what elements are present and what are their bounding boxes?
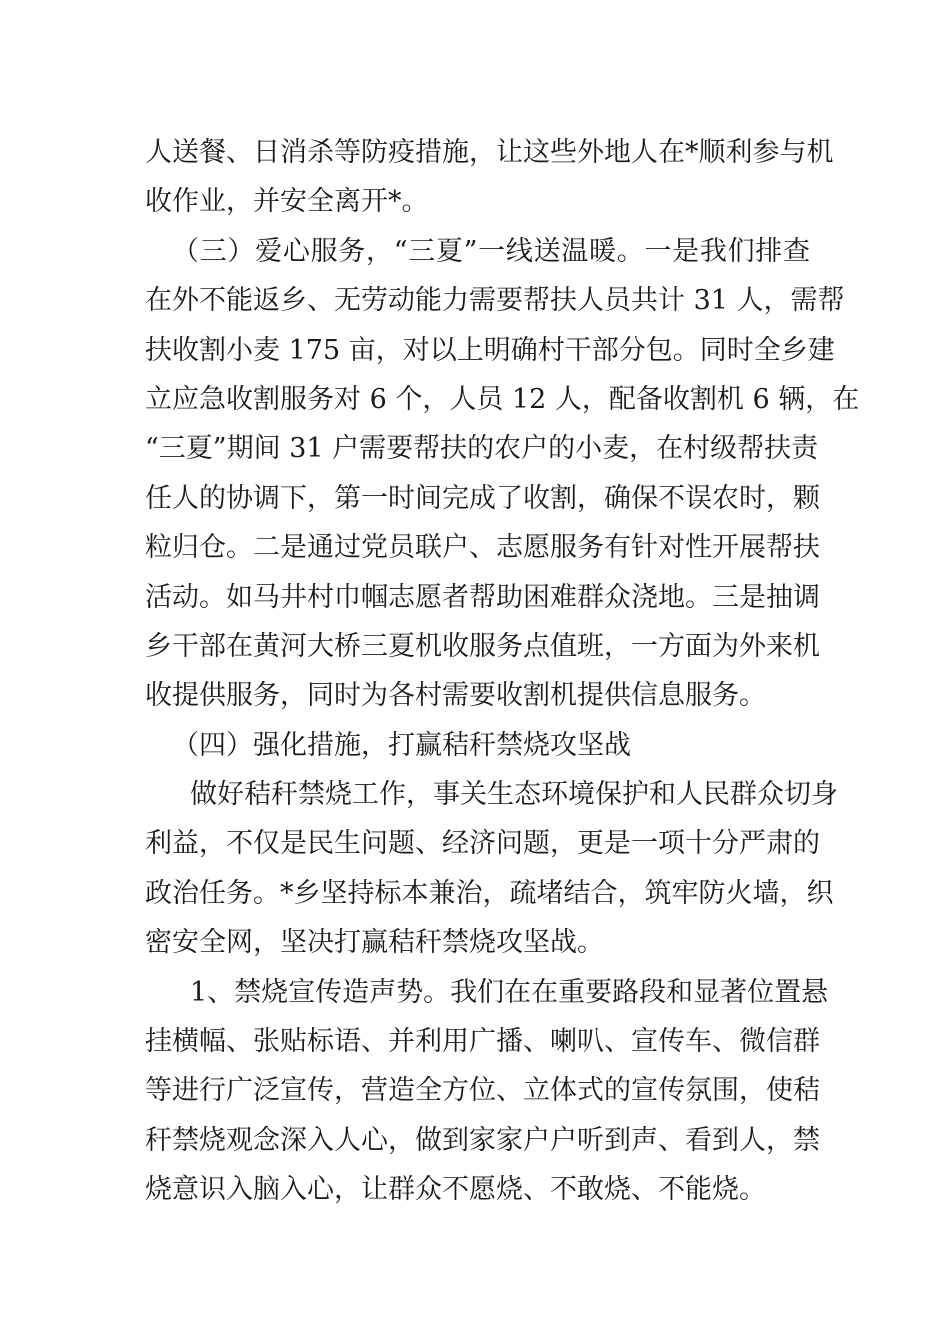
body-text [145, 128, 860, 1215]
text-line: 活动。如马井村巾帼志愿者帮助困难群众浇地。三是抽调 [145, 581, 820, 613]
text-line: 利益，不仅是民生问题、经济问题，更是一项十分严肃的 [145, 828, 820, 860]
text-line: 收作业，并安全离开*。 [145, 186, 429, 218]
text-line: 挂横幅、张贴标语、并利用广播、喇叭、宣传车、微信群 [145, 1026, 820, 1058]
text-line: 粒归仓。二是通过党员联户、志愿服务有针对性开展帮扶 [145, 532, 820, 564]
text-line: 人送餐、日消杀等防疫措施，让这些外地人在*顺利参与机 [145, 137, 834, 168]
text-line: 等进行广泛宣传，营造全方位、立体式的宣传氛围，使秸 [145, 1075, 820, 1107]
text-line: “三夏”期间 31 户需要帮扶的农户的小麦，在村级帮扶责 [145, 433, 819, 465]
text-line: 做好秸秆禁烧工作，事关生态环境保护和人民群众切身 [190, 779, 838, 811]
section-heading-3: （三）爱心服务，“三夏”一线送温暖。一是我们排查 [172, 235, 810, 267]
text-line: 秆禁烧观念深入人心，做到家家户户听到声、看到人，禁 [145, 1124, 820, 1156]
text-line: 乡干部在黄河大桥三夏机收服务点值班，一方面为外来机 [145, 630, 820, 662]
text-line: 政治任务。*乡坚持标本兼治，疏堵结合，筑牢防火墙，织 [145, 877, 834, 909]
text-line: 扶收割小麦 175 亩，对以上明确村干部分包。同时全乡建 [145, 334, 835, 366]
text-line: 立应急收割服务对 6 个，人员 12 人，配备收割机 6 辆，在 [145, 383, 860, 415]
text-line: 烧意识入脑入心，让群众不愿烧、不敢烧、不能烧。 [145, 1174, 766, 1206]
text-line: 任人的协调下，第一时间完成了收割，确保不误农时，颗 [145, 482, 820, 514]
text-line: 在外不能返乡、无劳动能力需要帮扶人员共计 31 人，需帮 [145, 285, 845, 317]
section-heading-4: （四）强化措施，打赢秸秆禁烧攻坚战 [172, 729, 631, 761]
text-line: 密安全网，坚决打赢秸秆禁烧攻坚战。 [145, 927, 604, 959]
numbered-item-heading: 1、禁烧宣传造声势。我们在在重要路段和显著位置悬 [190, 976, 829, 1008]
text-line: 收提供服务，同时为各村需要收割机提供信息服务。 [145, 680, 766, 712]
